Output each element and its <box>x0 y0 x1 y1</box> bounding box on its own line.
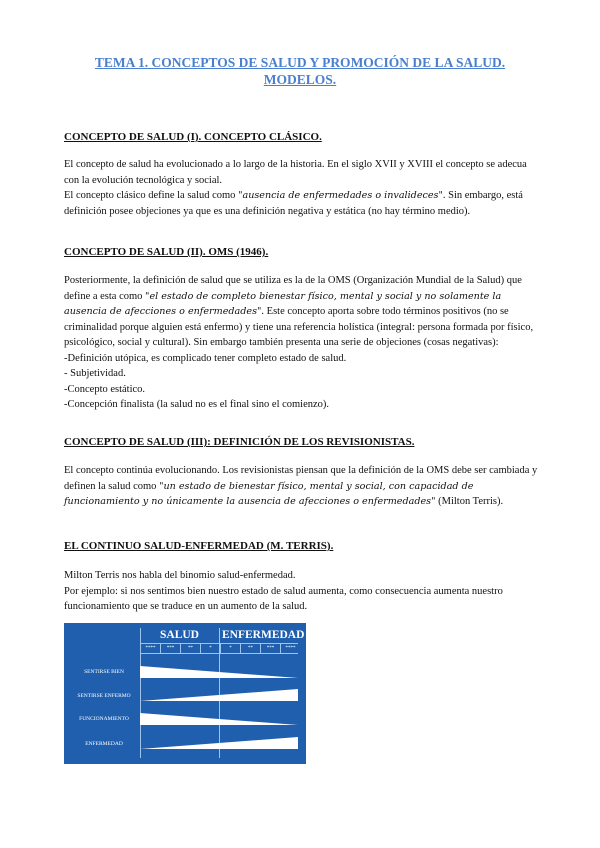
quote: "un estado de bienestar físico, mental y social, con capacidad de funcionamiento y no únicamente la ausencia de afecciones o enfermedades" <box>64 480 474 507</box>
scale-label: * <box>220 644 240 653</box>
section-body-concepto-clasico <box>64 157 542 219</box>
section-body-oms <box>64 273 542 413</box>
wedge-decreasing <box>140 666 298 678</box>
wedge-decreasing <box>140 713 298 725</box>
section-body-continuo <box>64 568 542 615</box>
salud-enfermedad-continuum-figure <box>64 623 306 764</box>
scale-label: ** <box>180 644 200 653</box>
divider <box>140 653 298 654</box>
section-heading-oms: CONCEPTO DE SALUD (II). OMS (1946). <box>64 246 269 258</box>
paragraph: El concepto clásico define la salud como "ausencia de enfermedades o invalideces". Sin embargo, está definición posee objeciones ya que es una definición negativa y estática (no hay término medio). <box>64 190 523 217</box>
list-item: -Concepción finalista (la salud no es el final sino el comienzo). <box>64 399 330 410</box>
wedge-increasing <box>140 737 298 749</box>
paragraph: El concepto de salud ha evolucionado a lo largo de la historia. En el siglo XVII y XVIII el concepto se adecua con la evolución tecnológica y social. <box>64 159 527 186</box>
list-item: - Subjetividad. <box>64 368 126 379</box>
paragraph: El concepto continúa evolucionando. Los revisionistas piensan que la definición de la OMS debe ser cambiada y definen la salud como "un estado de bienestar físico, mental y social, con capacidad de funcionamiento y no únicamente la ausencia de afecciones o enfermedades" (Milton Terris). <box>64 465 538 507</box>
wedge-increasing <box>140 689 298 701</box>
document-title: TEMA 1. CONCEPTOS DE SALUD Y PROMOCIÓN DE LA SALUD. MODELOS. <box>94 55 506 87</box>
section-body-revisionistas <box>64 463 542 510</box>
quote: "el estado de completo bienestar físico, mental y social y no solamente la ausencia de afecciones o enfermedades" <box>64 290 502 317</box>
row-label-sentirse-bien: SENTIRSE BIEN <box>84 669 124 675</box>
paragraph: Por ejemplo: si nos sentimos bien nuestro estado de salud aumenta, como consecuencia aumenta nuestro funcionamiento que se traduce en un aumento de la salud. <box>64 585 503 612</box>
list-item: -Concepto estático. <box>64 383 146 395</box>
scale-label: ** <box>240 644 260 653</box>
row-label-funcionamiento: FUNCIONAMIENTO <box>79 716 129 722</box>
scale-label: **** <box>280 644 300 653</box>
salud-header: SALUD <box>160 629 199 641</box>
quote: "ausencia de enfermedades o invalideces" <box>238 190 443 201</box>
scale-label: *** <box>160 644 180 653</box>
scale-label: * <box>200 644 220 653</box>
row-label-sentirse-enfermo: SENTIRSE ENFERMO <box>77 693 131 699</box>
paragraph: Milton Terris nos habla del binomio salud-enfermedad. <box>64 570 296 581</box>
list-item: -Definición utópica, es complicado tener completo estado de salud. <box>64 352 347 364</box>
scale-label: **** <box>140 644 160 653</box>
paragraph: Posteriormente, la definición de salud que se utiliza es la de la OMS (Organización Mundial de la Salud) que define a esta como "el estado de completo bienestar físico, mental y social y no solamente la ausencia de afecciones o enfermedades". Este concepto aporta sobre todo términos positivos (no se criminalidad porque alguien está enfermo) y tiene una referencia holística (integral: persona formada por físico, psicológico, social y cultural). Sin embargo también presenta una serie de objeciones (cosas negativas): <box>64 275 534 348</box>
section-heading-continuo: EL CONTINUO SALUD-ENFERMEDAD (M. TERRIS). <box>64 540 334 552</box>
scale-label: *** <box>260 644 280 653</box>
section-heading-revisionistas: CONCEPTO DE SALUD (III): DEFINICIÓN DE LOS REVISIONISTAS. <box>64 436 415 448</box>
section-heading-concepto-clasico: CONCEPTO DE SALUD (I). CONCEPTO CLÁSICO. <box>64 131 322 143</box>
enfermedad-header: ENFERMEDAD <box>222 629 305 641</box>
row-label-enfermedad: ENFERMEDAD <box>85 741 123 747</box>
